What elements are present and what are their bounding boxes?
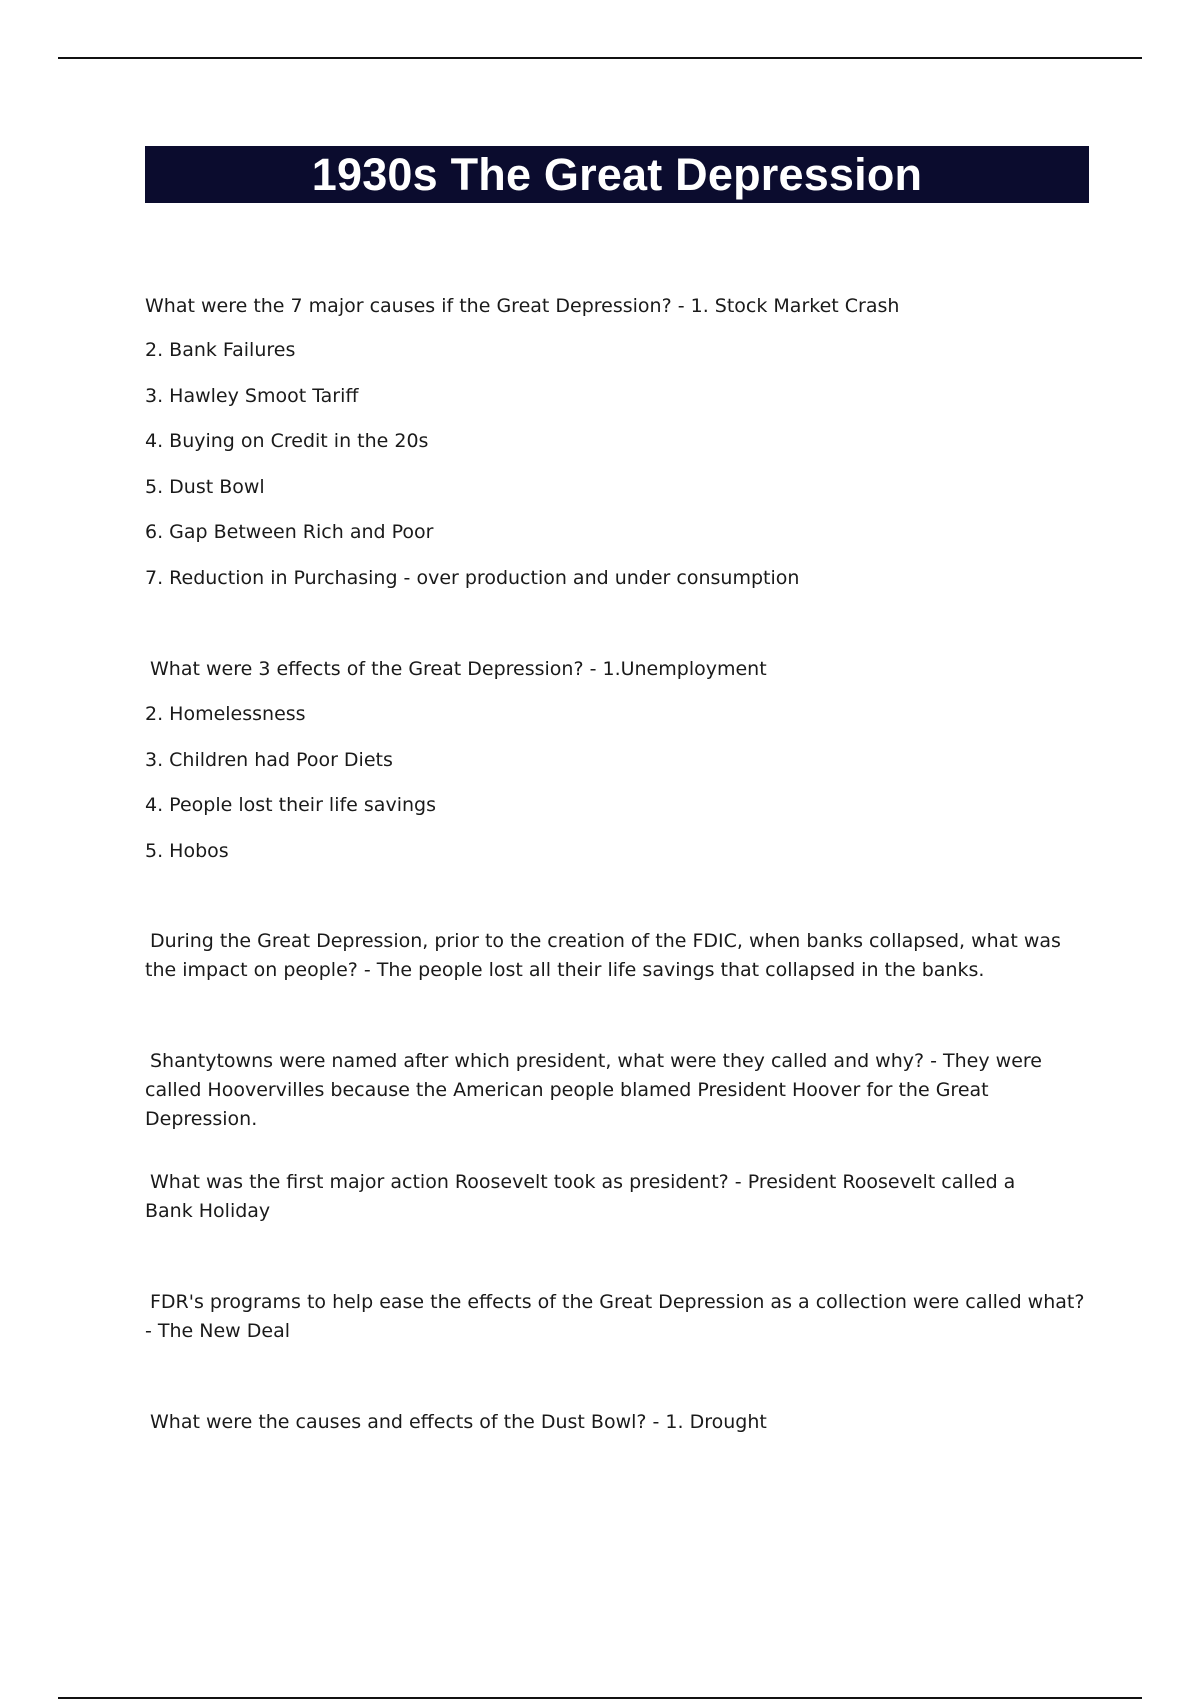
qa-1-item: 6. Gap Between Rich and Poor	[145, 521, 434, 543]
page-title: 1930s The Great Depression	[311, 149, 923, 200]
qa-2-item: 5. Hobos	[145, 840, 229, 862]
qa-3: During the Great Depression, prior to the creation of the FDIC, when banks collapsed, what was the impact on people? - The people lost all their life savings that collapsed in the banks.	[145, 930, 1061, 981]
qa-2-question: What were 3 effects of the Great Depression? - 1.Unemployment	[150, 658, 767, 680]
qa-1-item: 2. Bank Failures	[145, 339, 296, 361]
qa-7-question: What were the causes and effects of the Dust Bowl? - 1. Drought	[150, 1411, 767, 1433]
qa-1-item: 3. Hawley Smoot Tariff	[145, 385, 359, 407]
qa-2-item: 2. Homelessness	[145, 703, 306, 725]
qa-5: What was the first major action Roosevelt took as president? - President Roosevelt called a Bank Holiday	[145, 1171, 1016, 1222]
qa-2-item: 3. Children had Poor Diets	[145, 749, 393, 771]
top-rule	[58, 57, 1142, 59]
title-banner	[145, 146, 1089, 203]
qa-1-item: 4. Buying on Credit in the 20s	[145, 430, 429, 452]
qa-2-item: 4. People lost their life savings	[145, 794, 436, 816]
qa-1-item: 5. Dust Bowl	[145, 476, 265, 498]
qa-4: Shantytowns were named after which president, what were they called and why? - They were called Hoovervilles because the American people blamed President Hoover for the Great Depression.	[145, 1050, 1042, 1130]
qa-1-item: 7. Reduction in Purchasing - over production and under consumption	[145, 567, 800, 589]
qa-6: FDR's programs to help ease the effects of the Great Depression as a collection were called what? - The New Deal	[145, 1291, 1085, 1342]
bottom-rule	[58, 1697, 1142, 1699]
qa-1-question: What were the 7 major causes if the Great Depression? - 1. Stock Market Crash	[145, 295, 900, 317]
